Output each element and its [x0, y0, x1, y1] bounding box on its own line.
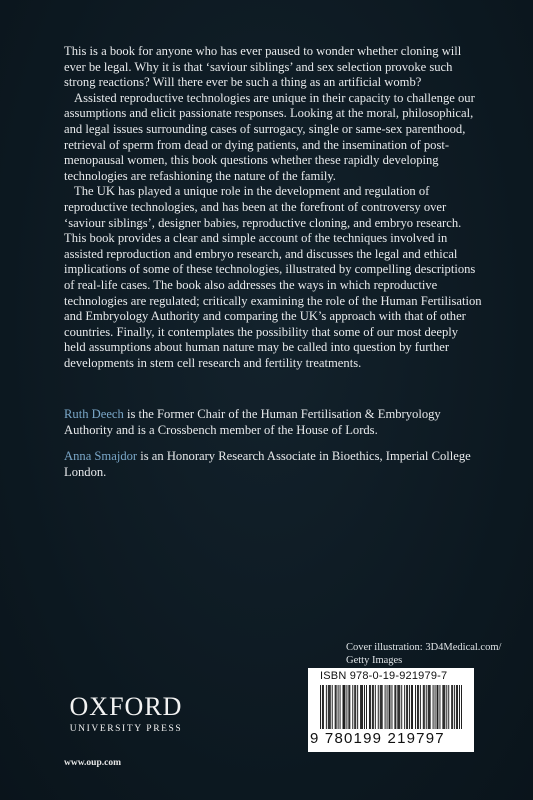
- barcode-digits: 9 780199 219797: [310, 730, 445, 747]
- cover-credit-line: Getty Images: [346, 655, 403, 666]
- author-bios: [64, 407, 482, 491]
- publisher-subtitle: UNIVERSITY PRESS: [69, 724, 183, 734]
- publisher-url: www.oup.com: [64, 758, 122, 768]
- author-bio-text: is an Honorary Research Associate in Bioethics, Imperial College London.: [64, 449, 471, 479]
- author-bio-text: is the Former Chair of the Human Fertilisation & Embryology Authority and is a Crossbench member of the House of Lords.: [64, 407, 441, 437]
- cover-credit: [346, 641, 506, 667]
- publisher-logo: [64, 694, 188, 735]
- barcode-panel: [308, 668, 474, 752]
- blurb: [64, 44, 482, 371]
- cover-credit-line: Cover illustration: 3D4Medical.com/: [346, 642, 502, 653]
- blurb-paragraph: This is a book for anyone who has ever paused to wonder whether cloning will ever be legal. Why it is that ‘saviour siblings’ and sex selection provoke such strong reactions? Will there ever be such a thing as an artificial womb?: [64, 44, 462, 90]
- author-bio: [64, 449, 482, 480]
- publisher-name: OXFORD: [69, 692, 183, 721]
- author-name: Anna Smajdor: [64, 449, 138, 464]
- barcode: [320, 685, 462, 729]
- author-bio: [64, 407, 482, 438]
- author-name: Ruth Deech: [64, 407, 124, 421]
- blurb-paragraph: The UK has played a unique role in the development and regulation of reproductive technologies, and has been at the forefront of controversy over ‘saviour siblings’, designer babies, reproductive cloning, and embryo research. This book provides a clear and simple account of the techniques involved in assisted reproduction and embryo research, and discusses the legal and ethical implications of some of these technologies, illustrated by compelling descriptions of real-life cases. The book also addresses the ways in which reproductive technologies are regulated; critically examining the role of the Human Fertilisation and Embryology Authority and comparing the UK’s approach with that of other countries. Finally, it contemplates the possibility that some of our most deeply held assumptions about human nature may be called into question by further developments in stem cell research and fertility treatments.: [64, 184, 482, 370]
- blurb-paragraph: Assisted reproductive technologies are unique in their capacity to challenge our assumptions and elicit passionate responses. Looking at the moral, philosophical, and legal issues surrounding cases of surrogacy, single or same-sex parenthood, retrieval of sperm from dead or dying patients, and the insemination of post-menopausal women, this book questions whether these rapidly developing technologies are refashioning the nature of the family.: [64, 90, 475, 183]
- isbn-label: ISBN 978-0-19-921979-7: [320, 670, 448, 682]
